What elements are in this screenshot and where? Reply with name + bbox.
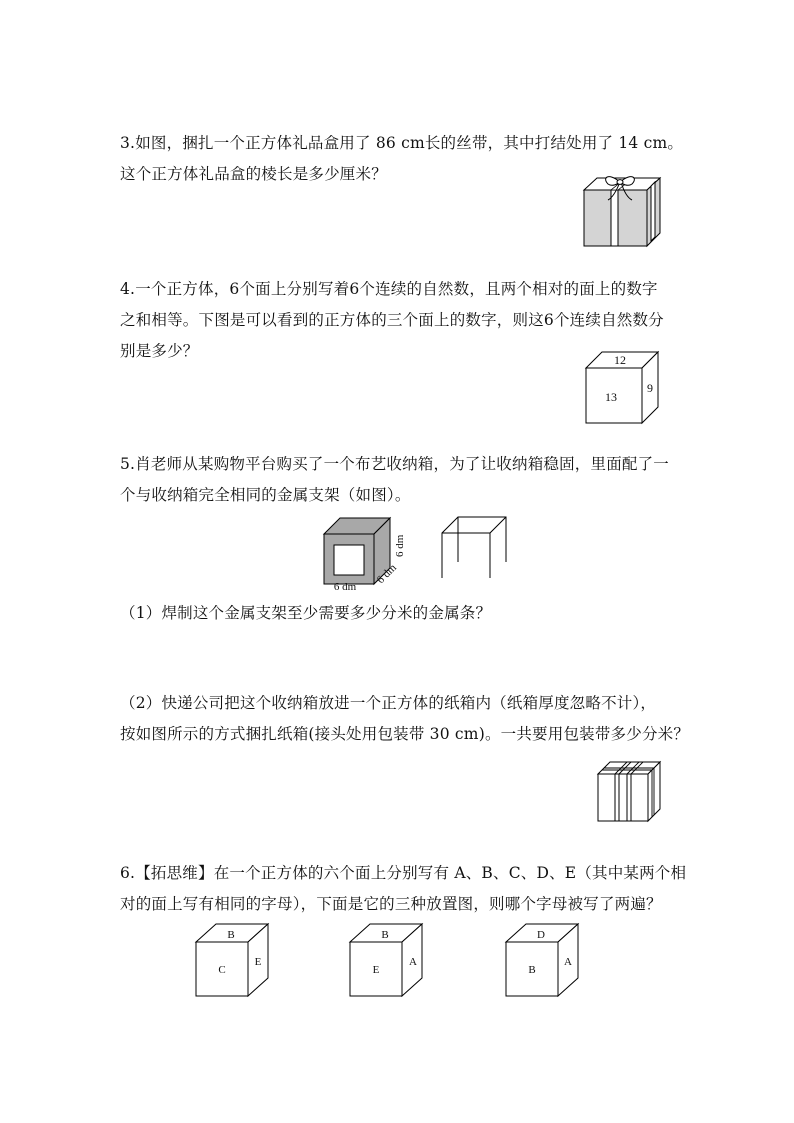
q6-line-1: 6.【拓思维】在一个正方体的六个面上分别写有 A、B、C、D、E（其中某两个相 xyxy=(120,864,687,882)
q4-line-3: 别是多少？ xyxy=(120,342,199,360)
q5-line-2: 个与收纳箱完全相同的金属支架（如图）。 xyxy=(120,486,411,504)
q5-sub2-line-2: 按如图所示的方式捆扎纸箱(接头处用包装带 30 cm)。一共要用包装带多少分米？ xyxy=(120,725,690,743)
cube1-top-letter: B xyxy=(227,929,235,941)
height-dimension-label: 6 dm xyxy=(394,534,406,557)
cube-front-number: 13 xyxy=(605,390,617,404)
gift-box-figure xyxy=(578,170,662,250)
cube3-top-letter: D xyxy=(537,929,545,941)
cube2-right-letter: A xyxy=(409,956,417,968)
cube1-right-letter: E xyxy=(254,956,262,968)
tied-carton-figure xyxy=(593,758,665,824)
letter-cube-2 xyxy=(346,920,426,1000)
cube1-front-letter: C xyxy=(218,964,226,976)
q3-line-2: 这个正方体礼品盒的棱长是多少厘米？ xyxy=(120,165,387,183)
letter-cube-3 xyxy=(502,920,582,1000)
q5-line-1: 5.肖老师从某购物平台购买了一个布艺收纳箱，为了让收纳箱稳固，里面配了一 xyxy=(120,455,669,473)
cube-right-number: 9 xyxy=(647,381,653,395)
cube-top-number: 12 xyxy=(614,353,626,367)
q5-sub1: （1）焊制这个金属支架至少需要多少分米的金属条？ xyxy=(120,604,492,622)
cube3-front-letter: B xyxy=(528,964,536,976)
q6-line-2: 对的面上写有相同的字母），下面是它的三种放置图，则哪个字母被写了两遍？ xyxy=(120,895,662,913)
q4-line-1: 4.一个正方体，6个面上分别写着6个连续的自然数，且两个相对的面上的数字 xyxy=(120,280,658,298)
storage-box-figure xyxy=(320,514,416,592)
letter-cube-1 xyxy=(192,920,272,1000)
front-dimension-label: 6 dm xyxy=(333,581,357,592)
cube2-front-letter: E xyxy=(372,964,380,976)
metal-frame-figure xyxy=(437,514,511,582)
cube2-top-letter: B xyxy=(381,929,389,941)
depth-dimension-label: 6 dm xyxy=(374,561,399,587)
number-cube-figure xyxy=(582,348,662,426)
q4-line-2: 之和相等。下图是可以看到的正方体的三个面上的数字，则这6个连续自然数分 xyxy=(120,311,664,329)
q3-line-1: 3.如图，捆扎一个正方体礼品盒用了 86 cm长的丝带，其中打结处用了 14 cm。 xyxy=(120,134,684,152)
q5-sub2-line-1: （2）快递公司把这个收纳箱放进一个正方体的纸箱内（纸箱厚度忽略不计）， xyxy=(120,694,657,712)
cube3-right-letter: A xyxy=(564,956,572,968)
